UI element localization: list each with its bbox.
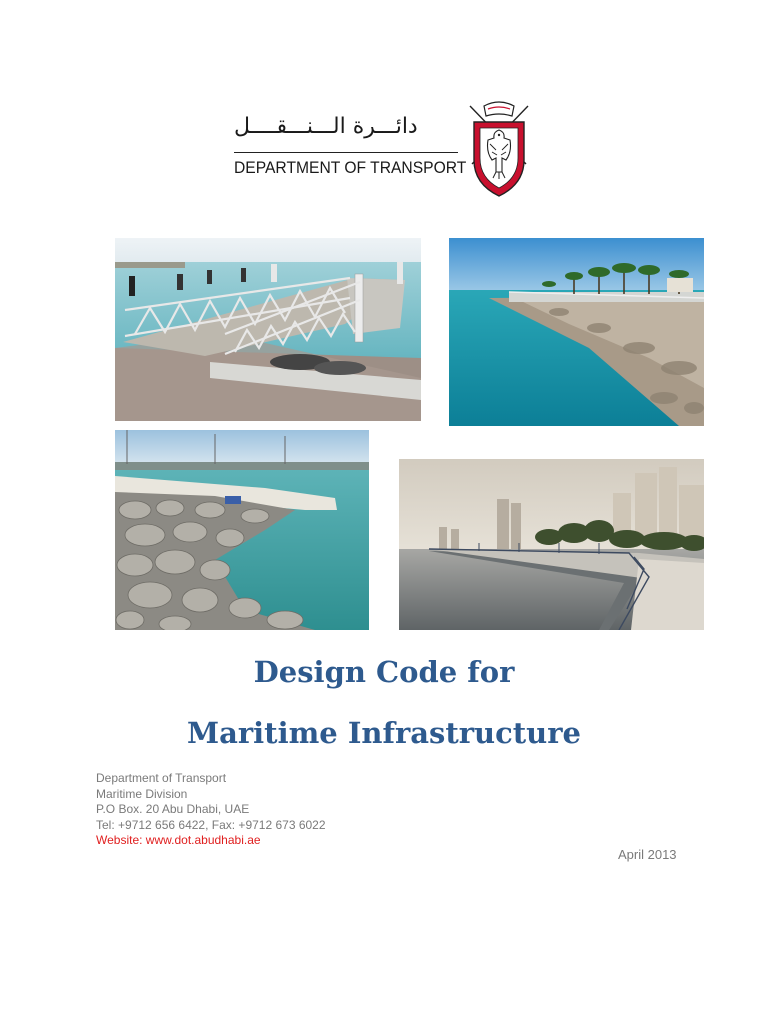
waterfront-promenade-photo: [399, 459, 704, 630]
division-name: Maritime Division: [96, 786, 188, 801]
floating-pontoon-photo: [115, 238, 421, 421]
postal-address: P.O Box. 20 Abu Dhabi, UAE: [96, 802, 250, 816]
logo-arabic-text: دائـــرة الـــنـــقــــل: [234, 114, 418, 139]
logo-english-text: DEPARTMENT OF TRANSPORT: [234, 158, 467, 177]
falcon-emblem-icon: [466, 100, 532, 200]
phone-fax: Tel: +9712 656 6422, Fax: +9712 673 6022: [96, 817, 326, 832]
website-link[interactable]: Website: www.dot.abudhabi.ae: [96, 833, 261, 847]
document-title-line-2: Maritime Infrastructure: [187, 716, 581, 750]
contact-block: [96, 771, 326, 849]
breakwater-rocks-photo: [115, 430, 369, 630]
logo-divider: [234, 152, 458, 153]
department-logo: [232, 100, 532, 200]
document-title-line-1: Design Code for: [253, 655, 515, 689]
publication-date: April 2013: [618, 847, 677, 862]
rock-revetment-corniche-photo: [449, 238, 704, 426]
organization-name: Department of Transport: [96, 771, 227, 785]
